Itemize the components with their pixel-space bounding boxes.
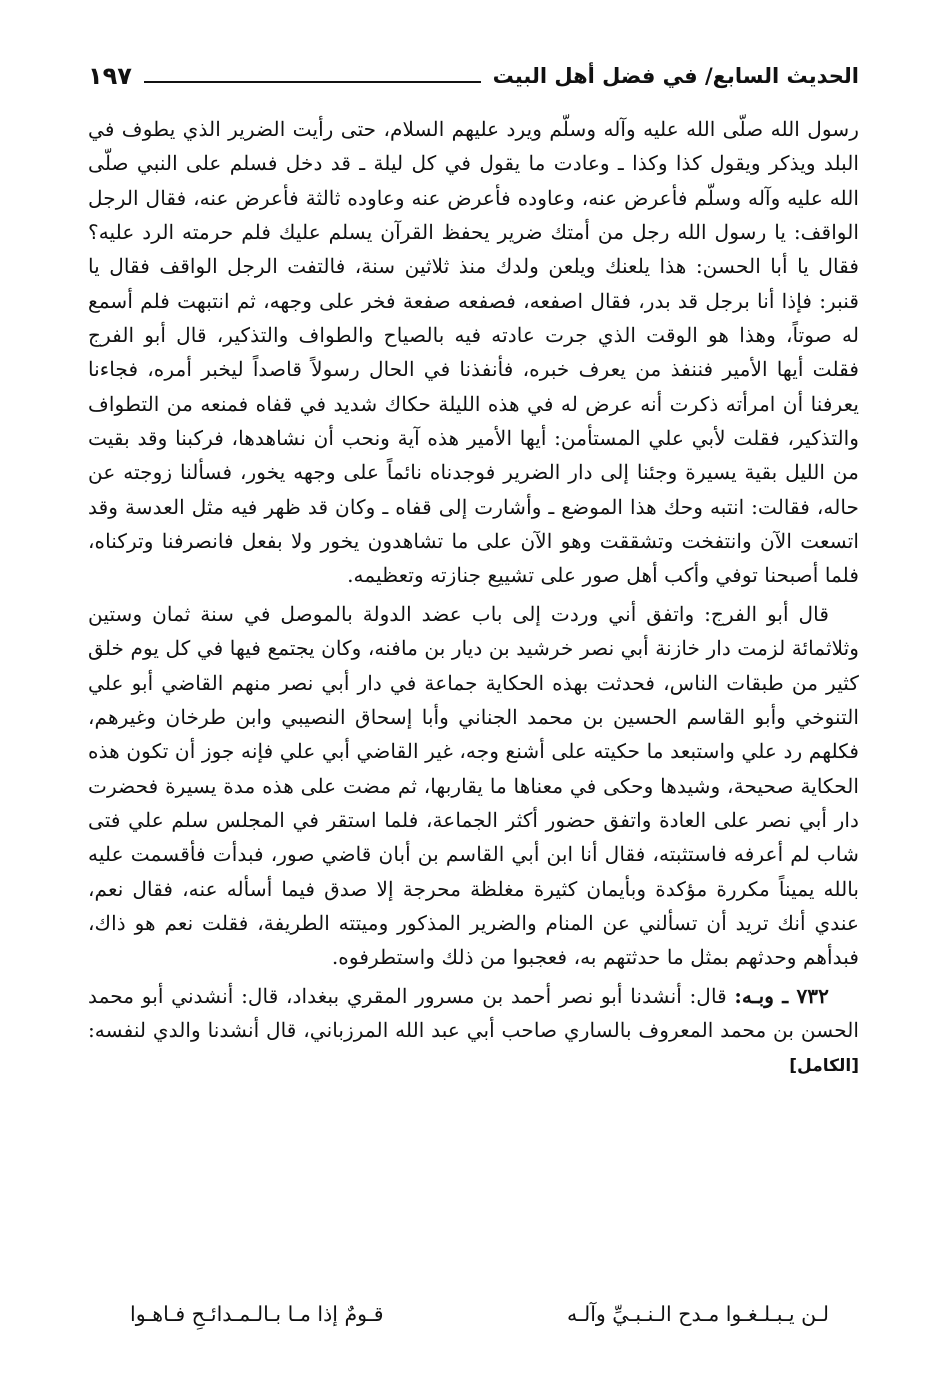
header-title: الحديث السابع/ في فضل أهل البيت <box>492 64 859 88</box>
meter-tag: [الكامل] <box>789 1056 859 1077</box>
narration-number: ٧٣٢ ـ وبـه: <box>734 983 829 1008</box>
paragraph-1: رسول الله صلّى الله عليه وآله وسلّم ويرد عليهم السلام، حتى رأيت الضرير الذي يطوف في البلد ويذكر ويقول كذا وكذا ـ وعادت ما يقول في كل ليلة ـ قد دخل فسلم على النبي صلّى الله عليه وآله وسلّم فأعرض عنه، وعاوده فأعرض عنه وعاوده ثالثة فأعرض عنه، فقال الرجل الواقف: يا رسول الله رجل من أمتك ضرير يحفظ القرآن يسلم عليك فلم حرمته الرد عليه؟ فقال يا أبا الحسن: هذا يلعنك ويلعن ولدك منذ ثلاثين سنة، فالتفت الرجل الواقف فقال يا قنبر: فإذا أنا برجل قد بدر، فقال اصفعه، فصفعه صفعة فخر على وجهه، ثم انتبهت فلم أسمع له صوتاً، وهذا هو الوقت الذي جرت عادته فيه بالصياح والطواف والتذكير، قال أبو الفرج فقلت أيها الأمير فننفذ من يعرف خبره، فأنفذنا في الحال رسولاً قاصداً ليخبر أمره، فجاءنا يعرفنا أن امرأته ذكرت أنه عرض له في هذه الليلة حكاك شديد في قفاه فمنعه من التطواف والتذكير، فقلت لأبي علي المستأمن: أيها الأمير هذه آية ونحب أن نشاهدها، فركبنا وقد بقيت من الليل بقية يسيرة وجئنا إلى دار الضرير فوجدناه نائماً على وجهه يخور، فسألنا زوجته عن حاله، فقالت: انتبه وحك هذا الموضع ـ وأشارت إلى قفاه ـ وكان قد ظهر فيه مثل العدسة وقد اتسعت الآن وانتفخت وتشققت وهو الآن على ما تشاهدون يخور ولا بفعل فانصرفنا وتركناه، فلما أصبحنا توفي وأكب أهل صور على تشييع جنازته وتعظيمه. <box>88 117 859 588</box>
running-header <box>88 58 859 94</box>
paragraph-narration <box>88 979 859 1084</box>
narration-text: قال: أنشدنا أبو نصر أحمد بن مسرور المقري ببغداد، قال: أنشدني أبو محمد الحسن بن محمد المعروف بالساري صاحب أبي عبد الله المرزباني، قال أنشدنا والدي لنفسه: <box>88 983 859 1042</box>
verse-first-hemistich: لـن يـبـلـغـوا مـدح الـنـبـيِّ وآلـه <box>566 1302 829 1326</box>
verse-second-hemistich: قـومٌ إذا مـا بـالـمـدائـحِ فـاهـوا <box>130 1302 384 1326</box>
header-rule <box>144 81 481 83</box>
body-text <box>88 112 859 1084</box>
poem-verse <box>130 1302 829 1326</box>
page-number: ١٩٧ <box>88 62 132 90</box>
paragraph-2: قال أبو الفرج: واتفق أني وردت إلى باب عضد الدولة بالموصل في سنة ثمان وستين وثلاثمائة لزمت دار خازنة أبي نصر خرشيد بن ديار بن مافنه، وكان يجتمع فيها في كل يوم خلق كثير من طبقات الناس، فحدثت بهذه الحكاية جماعة في دار أبي نصر منهم القاضي أبو علي التنوخي وأبو القاسم الحسين بن محمد الجناني وأبا إسحاق النصيبي وابن طرخان وغيرهم، فكلهم رد علي واستبعد ما حكيته على أشنع وجه، غير القاضي أبي علي فإنه جوز أن تكون هذه الحكاية صحيحة، وشيدها وحكى في معناها ما يقاربها، ثم مضت على هذه مدة يسيرة فحضرت دار أبي نصر على العادة واتفق حضور أكثر الجماعة، فلما استقر في المجلس سلم علي فتى شاب لم أعرفه فاستثبته، فقال أنا ابن أبي القاسم بن أبان قاضي صور، فبدأت فأقسمت عليه بالله يميناً مكررة مؤكدة وبأيمان كثيرة مغلظة محرجة إلا صدق فيما أسأله عنه، فقال نعم، عندي أنك تريد أن تسألني عن المنام والضرير المذكور وميتته الطريفة، فقلت نعم هو ذاك، فبدأهم وحدثهم بمثل ما حدثتهم به، فعجبوا من ذلك واستطرفوه. <box>88 601 859 970</box>
